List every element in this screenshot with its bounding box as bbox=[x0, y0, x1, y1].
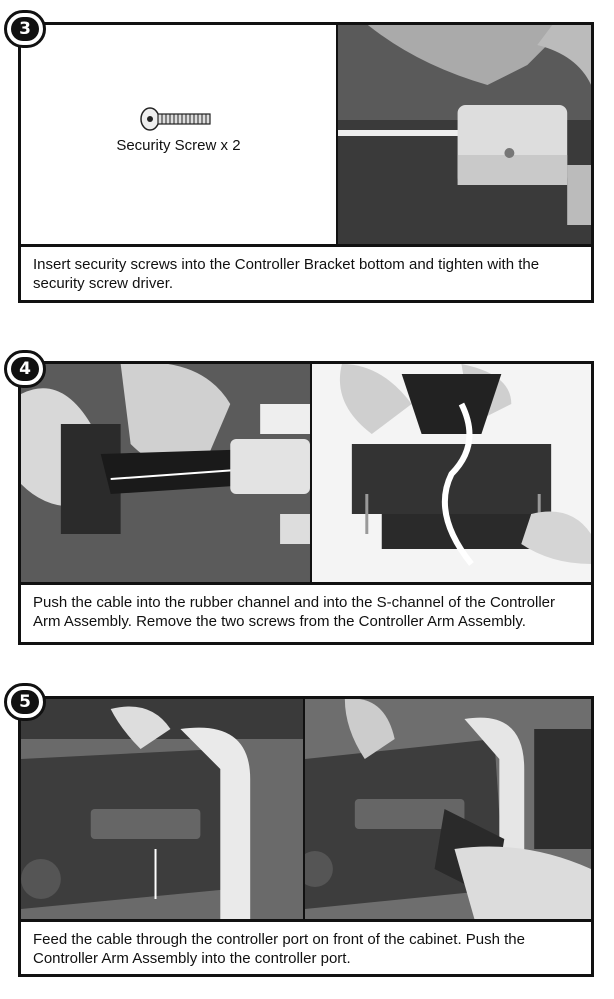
step-4-caption: Push the cable into the rubber channel and into the S-channel of the Controller Arm Assembly. Remove the two screws from the Controller Arm Assembly. bbox=[33, 594, 556, 630]
security-screw-icon bbox=[138, 107, 218, 131]
cabinet-insert-photo bbox=[303, 699, 591, 919]
step-3-badge bbox=[4, 10, 46, 48]
cabinet-feed-photo bbox=[21, 699, 303, 919]
rubber-channel-photo bbox=[21, 364, 310, 582]
security-screw-label: Security Screw x 2 bbox=[116, 137, 241, 154]
step-3-panel bbox=[18, 22, 594, 303]
step-number: 4 bbox=[11, 357, 39, 381]
bracket-photo bbox=[336, 25, 591, 244]
step-number: 3 bbox=[11, 17, 39, 41]
step-5-badge bbox=[4, 683, 46, 721]
screw-illustration bbox=[21, 25, 336, 244]
step-5-panel bbox=[18, 696, 594, 977]
step-4-panel bbox=[18, 361, 594, 645]
step-number: 5 bbox=[11, 690, 39, 714]
step-5-caption: Feed the cable through the controller port on front of the cabinet. Push the Controller Arm Assembly into the controller port. bbox=[33, 931, 525, 967]
step-3-caption: Insert security screws into the Controller Bracket bottom and tighten with the security screw driver. bbox=[33, 256, 540, 292]
s-channel-photo bbox=[310, 364, 591, 582]
step-4-badge bbox=[4, 350, 46, 388]
